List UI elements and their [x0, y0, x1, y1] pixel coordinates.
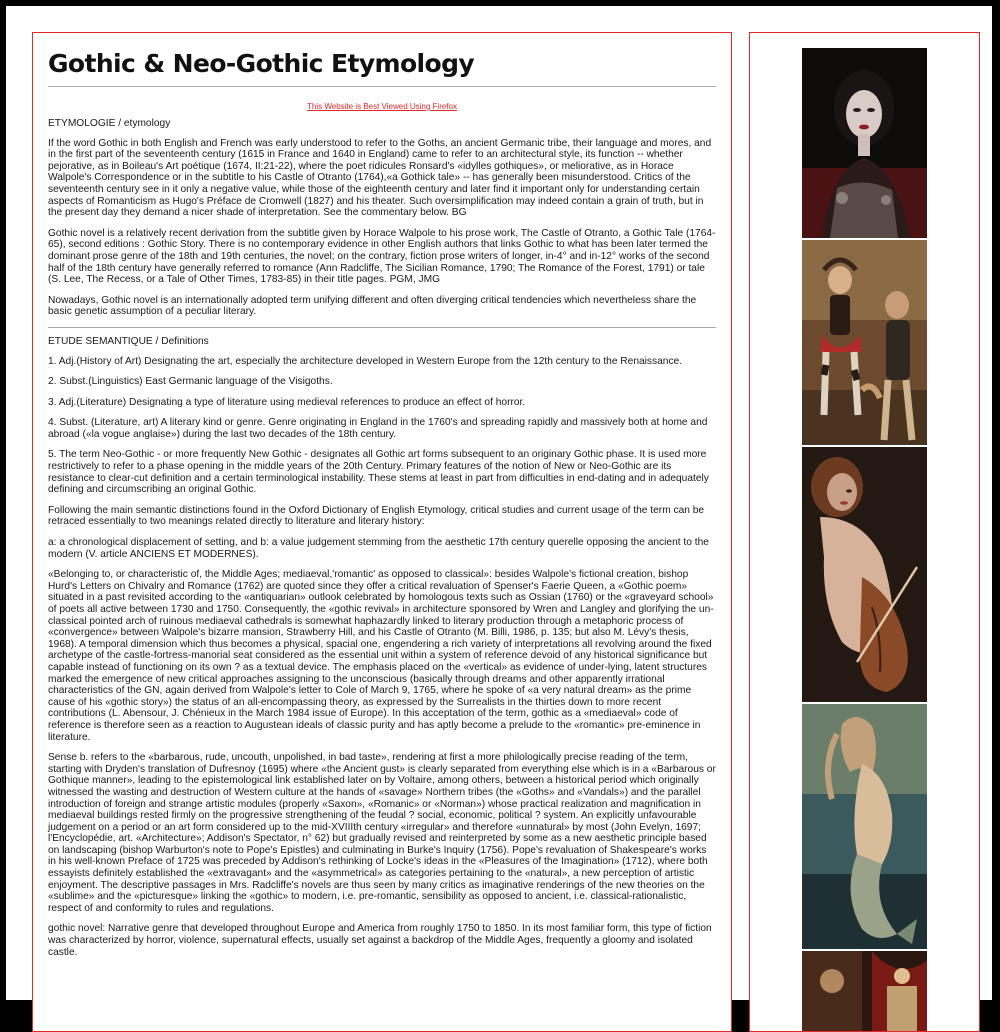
page-title: Gothic & Neo-Gothic Etymology	[48, 47, 716, 87]
definitions-heading: ETUDE SEMANTIQUE / Definitions	[48, 335, 209, 347]
gothic-tableau-painting	[802, 951, 927, 1031]
etymology-paragraph: Gothic novel is a relatively recent derivation from the subtitle given by Horace Walpole to his prose work, The Castle of Otranto, a Gothic Tale (1764-65), second editions : Gothic Story. There is no contemporary evidence in other English authors that links Gothic to what has been later termed the dominant prose genre of the 18th and 19th centuries, the novel; on the contrary, fiction prose writers of longer, in-4° and in-12° works of the second half of the 18th century have generally referred to romance (Ann Radcliffe, The Sicilian Romance, 1790; The Romance of the Forest, 1791) or tale (S. Lee, The Recess, or a Tale of Other Times, 1783-85) in their title pages. PGM, JMG	[48, 227, 716, 286]
definition-paragraph: Sense b. refers to the «barbarous, rude, uncouth, unpolished, in bad taste», rendering at first a more philologically precise reading of the term, starting with Dryden's translation of Dufresnoy (1695) where «the Ancient gust» is clearly separated from everything else which is in a «Barbarous or Gothique manner», leading to the epistemological link established later on by Voltaire, among others, between a historical period which originally witnessed the wasting and destruction of Western culture at the hands of «savage» Northern tribes (the «Goths» and «Vandals») and the parallel introduction of foreign and strange artistic modules (properly «Saxon», «Romanic» or «Norman») whose practical realization and magnification in mediaeval buildings rested firmly on the progressive strengthening of the feudal ? social, economic, political ? system. An explicitly unfavourable judgement on a period or an art form considered up to the mid-XVIIIth century «irregular» and therefore «unnatural» by most (John Evelyn, 1697; l'Encyclopédie, art. «Architecture»; Addison's Spectator, n° 62) but gradually revised and reinterpreted by some as a new aesthetic principle based on landscaping (bishop Warburton's note to Pope's Epistles) and culminating in Burke's Inquiry (1756). Pope's revaluation of Shakespeare's works in his well-known Preface of 1725 was preceded by Addison's rethinking of Locke's ideas in the «Pleasures of the Imagination» (1712), where both essayists definitely established the «extravagant» and the «asymmetrical» as categories pertaining to the «natural», a new perception of artistic enjoyment. The descriptive passages in Mrs. Radcliffe's novels are thus seen by many critics as imaginative renderings of the new theories on the «sublime» and the «picturesque» linking the «gothic» to modern, i.e. pre-romantic, sensibility as opposed to ancient, i.e. classical-rationalistic, respect of and conformity to rules and regulations.	[48, 752, 716, 914]
woman-with-cello-painting	[802, 447, 927, 702]
definition-paragraph: 2. Subst.(Linguistics) East Germanic language of the Visigoths.	[48, 376, 333, 388]
definition-paragraph: a: a chronological displacement of setting, and b: a value judgement stemming from the aesthetic 17th century querelle opposing the ancient to the modern (V. article ANCIENS ET MODERNES).	[48, 537, 709, 560]
image-sidebar	[749, 32, 980, 1032]
page-frame	[6, 6, 992, 1000]
firefox-notice-link[interactable]: This Website is Best Viewed Using Firefox	[307, 102, 457, 111]
definition-paragraph: Following the main semantic distinctions found in the Oxford Dictionary of English Etymology, critical studies and current usage of the term can be retraced essentially to two meanings related directly to literature and literary history:	[48, 504, 705, 528]
definition-paragraph: «Belonging to, or characteristic of, the Middle Ages; mediaeval,'romantic' as opposed to classical»: besides Walpole's fictional creation, bishop Hurd's Letters on Chivalry and Romance (1762) are quoted since they offer a critical revaluation of Spenser's Faerie Queen, a «Gothic poem» situated in a past revisited according to the «antiquarian» outlook celebrated by homologous texts such as Ossian (1760) or the «graveyard school» of poets all active between 1730 and 1750. Consequently, the «gothic revival» in architecture sponsored by Wren and Langley and glorifying the un-classical pointed arch of ruinous mediaeval cathedrals is somewhat haphazardly linked to literary production through a metaphoric process of «convergence» between Walpole's bizarre mansion, Strawberry Hill, and his Castle of Otranto (M. Billi, 1986, p. 135; but also M. Lévy's thesis, 1968). A temporal dimension which thus becomes a physical, spacial one, engendering a rich variety of interpretations all revolving around the fixed archetype of the castle-fortress-manorial seat considered as the essential unit within a system of reference devoid of any historical significance but capable instead of functioning on its own ? as a textual device. The emphasis placed on the «vertical» as evidence of under-lying, latent structures marked the emergence of new critical approaches assigning to the unconscious (basically through dreams and other apparently irrational characteristics of the GN, again derived from Walpole's letter to Cole of March 9, 1765, where he spoke of «a very natural dream» as the prime cause of his «gothic story») the status of an all-encompassing theory, as expressed by the Surrealists in the thirties down to more recent contributions (L. Abensour, J. Chénieux in the March 1984 issue of Europe). In this acceptation of the term, gothic as a «mediaeval» code of reference is therefore seen as a reaction to Augustean ideals of classic purity and has aptly become a prelude to the «romantic» pre-eminence in literature.	[48, 569, 714, 743]
definition-paragraph: 1. Adj.(History of Art) Designating the art, especially the architecture developed in Western Europe from the 12th century to the Renaissance.	[48, 355, 683, 367]
definition-paragraph: gothic novel: Narrative genre that developed throughout Europe and America from roughly 1750 to 1850. In its most familiar form, this type of fiction was characterized by horror, violence, supernatural effects, usually set against a backdrop of the Middle Ages, frequently a gloomy and isolated castle.	[48, 923, 712, 958]
image-strip	[802, 48, 927, 1032]
mermaid-painting	[802, 704, 927, 949]
etymology-paragraph: Nowadays, Gothic novel is an internationally adopted term unifying different and often diverging critical tendencies which nevertheless share the basic genetic assumption of a peculiar literary.	[48, 294, 697, 318]
article	[33, 33, 731, 958]
definition-paragraph: 4. Subst. (Literature, art) A literary kind or genre. Genre originating in England in the 1760's and spreading rapidly and massively both at home and abroad («la vogue anglaise») during the last two decades of the 18th century.	[48, 417, 708, 440]
etymology-paragraph: If the word Gothic in both English and French was early understood to refer to the Goths, an ancient Germanic tribe, their language and mores, and in the first part of the seventeenth century (1615 in France and 1640 in England) came to refer to an architectural style, its function -- whether pejorative, as in Boileau's Art poétique (1674, II:21-22), where the poet ridicules Ronsard's «idylles gothiques», or meliorative, as in Horace Walpole's Correspondence or in the subtitle to his Castle of Otranto (1764),«a Gothick tale» -- has generally been misunderstood. Critics of the seventeenth century see in it only a negative value, while those of the eighteenth century and later find it important only for understanding certain aspects of Romanticism as Hugo's Préface de Cromwell (1827) and his theater. Such oversimplification may indeed contain a grain of truth, but in the present day they demand a nicer shade of interpretation. See the commentary below. BG	[48, 137, 712, 219]
corset-dancers-painting	[802, 240, 927, 445]
section-divider	[48, 327, 716, 328]
definition-paragraph: 5. The term Neo-Gothic - or more frequently New Gothic - designates all Gothic art forms subsequent to an originary Gothic phase. It is used more restrictively to refer to a phase opening in the middle years of the 20th Century. Primary features of the notion of New or Neo-Gothic are its resistance to clear-cut definition and a certain terminological instability. These stems at least in part from difficulties in end-dating and in adequately defining and circumscribing an original Gothic.	[48, 449, 709, 496]
gothic-woman-portrait	[802, 48, 927, 238]
main-content-panel	[32, 32, 732, 1032]
etymology-heading: ETYMOLOGIE / etymology	[48, 118, 171, 129]
definition-paragraph: 3. Adj.(Literature) Designating a type of literature using medieval references to produce an effect of horror.	[48, 396, 526, 408]
browser-notice	[48, 102, 716, 112]
